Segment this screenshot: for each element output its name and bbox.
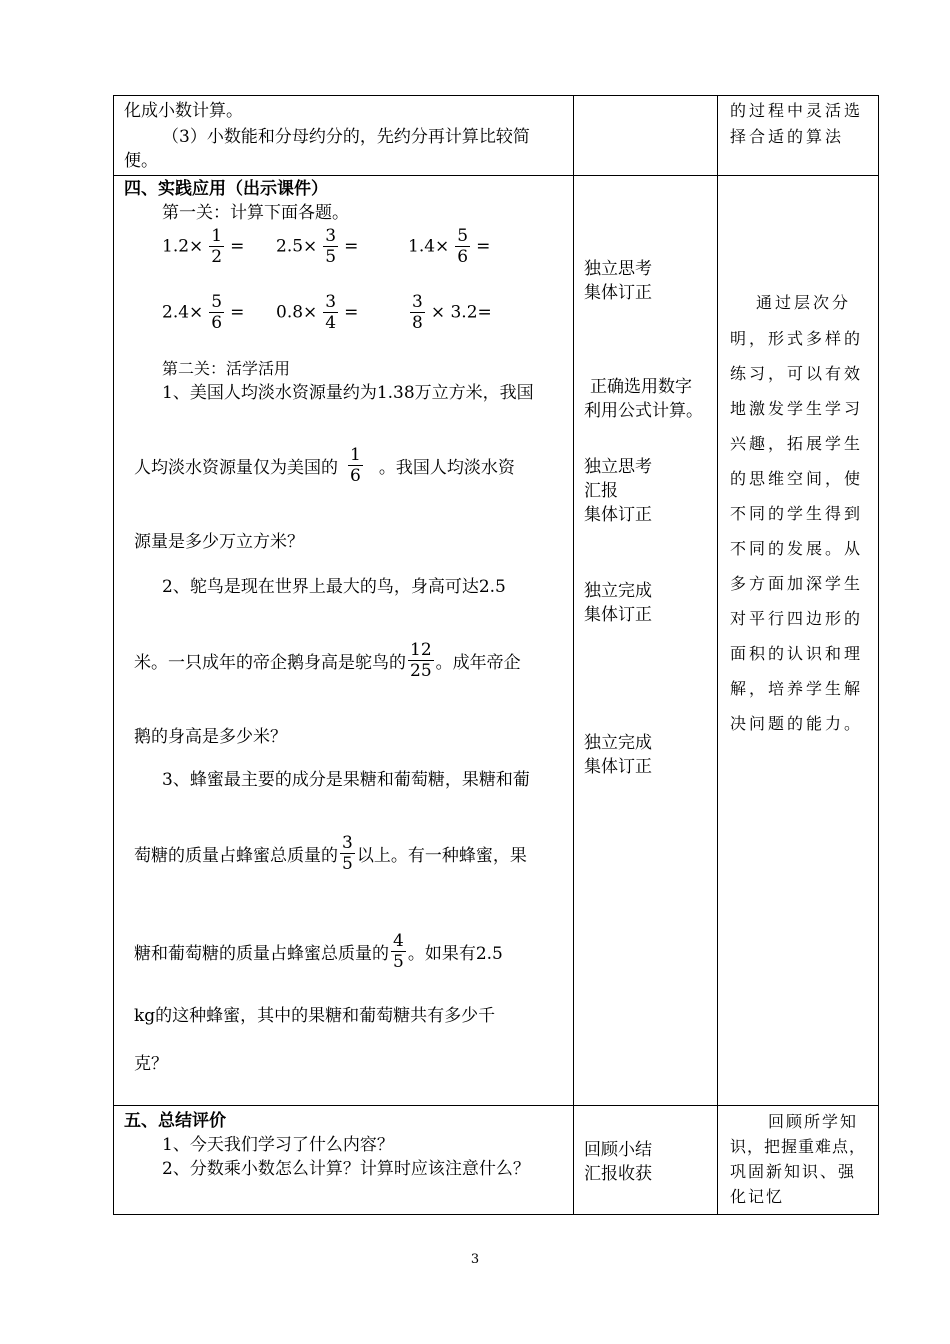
intent-text: 地激发学生学习: [730, 399, 864, 418]
text-segment: 糖和葡萄糖的质量占蜂蜜总质量的: [134, 944, 389, 964]
text-line: 1、美国人均淡水资源量约为1.38万立方米，我国: [162, 383, 534, 403]
fraction-denominator: 6: [211, 313, 223, 333]
activity-text: 回顾小结: [584, 1140, 652, 1160]
table-row-section-4: [114, 176, 879, 1106]
text-line-with-fraction: [134, 931, 503, 972]
fraction-denominator: 6: [350, 466, 361, 486]
text-line: kg的这种蜂蜜，其中的果糖和葡萄糖共有多少千: [134, 1006, 496, 1026]
table-row-section-5: [114, 1106, 879, 1215]
fraction: [455, 226, 470, 267]
fraction-denominator: 5: [393, 952, 404, 972]
fraction: [408, 640, 434, 681]
intent-text: 化记忆: [730, 1187, 785, 1206]
text-line: 源量是多少万立方米？: [134, 532, 304, 552]
page-number: 3: [470, 1252, 480, 1267]
text-segment: 萄糖的质量占蜂蜜总质量的: [134, 846, 338, 866]
fraction: [323, 226, 338, 267]
fraction-numerator: 4: [393, 931, 404, 951]
activity-text: 集体订正: [584, 757, 652, 777]
fraction: [348, 445, 363, 486]
level-title: 第二关：活学活用: [162, 359, 291, 378]
math-problem: [162, 292, 244, 333]
text-line: 鹅的身高是多少米？: [134, 727, 287, 747]
fraction: [209, 226, 224, 267]
activity-text: 正确选用数字: [590, 377, 692, 397]
fraction-denominator: 5: [325, 247, 337, 267]
problem-lhs: 2.5×: [276, 236, 318, 257]
intent-text: 面积的认识和理: [730, 644, 864, 663]
cell-activity: [574, 96, 718, 176]
fraction-denominator: 6: [457, 247, 469, 267]
intent-text: 巩固新知识、强: [730, 1162, 857, 1181]
fraction: [391, 931, 406, 972]
lesson-plan-table: [113, 95, 879, 1215]
fraction: [209, 292, 224, 333]
problem-lhs: 2.4×: [162, 302, 204, 323]
intent-text: 通过层次分: [756, 293, 852, 312]
section-heading: 五、总结评价: [124, 1111, 226, 1131]
activity-text: 独立完成: [584, 581, 652, 601]
text-line-with-fraction: [134, 445, 515, 486]
intent-text: 兴趣，拓展学生: [730, 434, 864, 453]
cell-intent: [718, 96, 879, 176]
intent-text: 明，形式多样的: [730, 329, 864, 348]
intent-text: 对平行四边形的: [730, 609, 864, 628]
intent-text: 回顾所学知: [768, 1112, 859, 1131]
cell-content: [114, 96, 574, 176]
fraction-numerator: 3: [325, 226, 337, 246]
fraction-denominator: 25: [410, 661, 432, 681]
intent-text: 练习，可以有效: [730, 364, 864, 383]
fraction-numerator: 3: [412, 292, 423, 312]
intent-text: 识，把握重难点，: [730, 1137, 867, 1156]
problem-lhs: 1.2×: [162, 236, 204, 257]
math-problem: [276, 226, 358, 267]
fraction-numerator: 5: [211, 292, 223, 312]
text-line: 化成小数计算。: [124, 101, 243, 121]
text-line: 克？: [134, 1054, 168, 1074]
problem-lhs: 1.4×: [408, 236, 450, 257]
cell-content: [114, 176, 574, 1106]
text-segment: 以上。有一种蜂蜜，果: [356, 846, 527, 866]
text-segment: 人均淡水资源量仅为美国的: [134, 458, 338, 478]
text-segment: 。成年帝企: [435, 653, 521, 673]
cell-activity: [574, 176, 718, 1106]
math-problem: [408, 226, 490, 267]
fraction: [410, 292, 425, 333]
text-line: （3）小数能和分母约分的，先约分再计算比较简: [162, 127, 530, 147]
intent-text: 解，培养学生解: [730, 679, 864, 698]
activity-text: 独立思考: [584, 259, 652, 279]
text-line: 择合适的算法: [730, 127, 845, 146]
fraction-numerator: 12: [410, 640, 432, 660]
activity-text: 独立思考: [584, 457, 652, 477]
text-line-with-fraction: [134, 833, 527, 874]
activity-text: 利用公式计算。: [584, 401, 703, 421]
fraction-denominator: 8: [412, 313, 423, 333]
section-heading: 四、实践应用（出示课件）: [124, 179, 328, 199]
problem-eq: =: [344, 302, 359, 323]
cell-activity: [574, 1106, 718, 1215]
fraction: [323, 292, 338, 333]
problem-eq: =: [476, 236, 491, 257]
fraction-numerator: 3: [342, 833, 353, 853]
level-title: 第一关：计算下面各题。: [162, 203, 349, 223]
intent-text: 的思维空间，使: [730, 469, 864, 488]
text-line: 2、鸵鸟是现在世界上最大的鸟，身高可达2.5: [162, 577, 506, 597]
fraction-numerator: 5: [457, 226, 469, 246]
activity-text: 集体订正: [584, 283, 652, 303]
cell-intent: [718, 1106, 879, 1215]
text-line: 2、分数乘小数怎么计算？计算时应该注意什么？: [162, 1159, 530, 1179]
text-segment: 。我国人均淡水资: [378, 458, 515, 478]
text-line: 3、蜂蜜最主要的成分是果糖和葡萄糖，果糖和葡: [162, 770, 530, 790]
text-segment: 。如果有2.5: [407, 944, 503, 964]
text-segment: 米。一只成年的帝企鹅身高是鸵鸟的: [134, 653, 406, 673]
activity-text: 汇报: [584, 481, 618, 501]
text-line: 便。: [124, 151, 158, 171]
text-line-with-fraction: [134, 640, 521, 681]
fraction-numerator: 1: [350, 445, 361, 465]
math-problem: [404, 292, 492, 333]
text-line: 1、今天我们学习了什么内容？: [162, 1135, 394, 1155]
problem-eq: × 3.2=: [430, 302, 492, 323]
problem-lhs: 0.8×: [276, 302, 318, 323]
fraction-numerator: 1: [211, 226, 223, 246]
fraction-denominator: 2: [211, 247, 223, 267]
math-problem: [276, 292, 358, 333]
cell-intent: [718, 176, 879, 1106]
intent-text: 不同的学生得到: [730, 504, 864, 523]
fraction-denominator: 5: [342, 854, 353, 874]
intent-text: 决问题的能力。: [730, 714, 864, 733]
intent-text: 多方面加深学生: [730, 574, 864, 593]
activity-text: 集体订正: [584, 505, 652, 525]
intent-text: 不同的发展。从: [730, 539, 864, 558]
table-row-continuation: [114, 96, 879, 176]
fraction: [340, 833, 355, 874]
fraction-numerator: 3: [325, 292, 337, 312]
text-line: 的过程中灵活选: [730, 101, 864, 120]
activity-text: 汇报收获: [584, 1164, 652, 1184]
problem-eq: =: [344, 236, 359, 257]
activity-text: 集体订正: [584, 605, 652, 625]
problem-eq: =: [230, 302, 245, 323]
math-problem: [162, 226, 244, 267]
problem-eq: =: [230, 236, 245, 257]
fraction-denominator: 4: [325, 313, 337, 333]
activity-text: 独立完成: [584, 733, 652, 753]
cell-content: [114, 1106, 574, 1215]
